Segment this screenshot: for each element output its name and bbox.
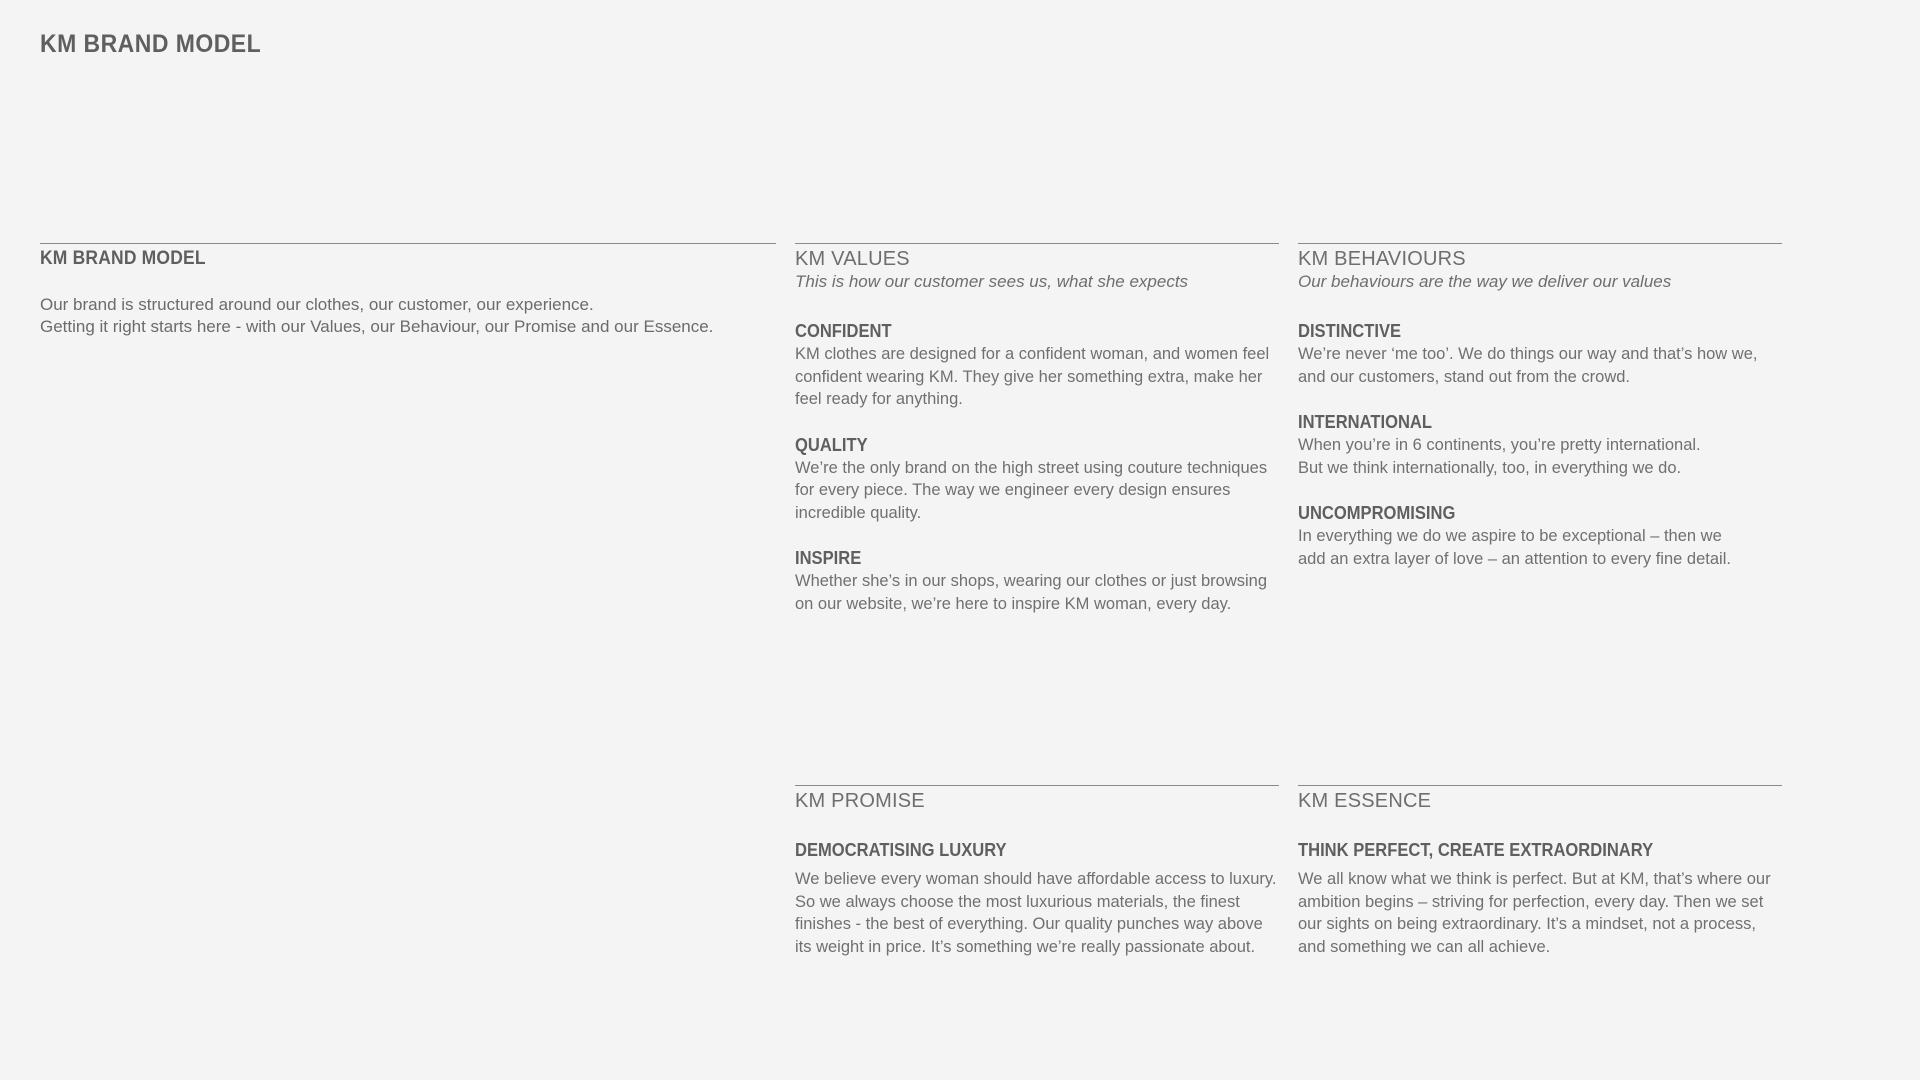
behaviour-line: But we think internationally, too, in everything we do. [1298,458,1682,477]
behaviour-line: We’re never ‘me too’. We do things our way and that’s how we, [1298,345,1758,363]
values-subheading: This is how our customer sees us, what she expects [795,272,1189,291]
value-title: INSPIRE [795,548,862,568]
brand-model-description [40,294,776,338]
value-title: CONFIDENT [795,321,892,341]
behaviour-item-international [1298,410,1782,479]
behaviour-line: and our customers, stand out from the crowd. [1298,367,1630,386]
essence-title: THINK PERFECT, CREATE EXTRAORDINARY [1298,840,1654,860]
brand-model-line: Our brand is structured around our clothes, our customer, our experience. [40,295,594,314]
essence-description [1298,868,1782,958]
essence-heading: KM ESSENCE [1298,790,1432,812]
essence-section [1298,785,1782,958]
promise-line: finishes - the best of everything. Our quality punches way above [795,915,1263,933]
behaviour-line: When you’re in 6 continents, you’re pretty international. [1298,436,1701,454]
value-line: Whether she’s in our shops, wearing our clothes or just browsing [795,572,1268,590]
value-item-confident [795,319,1279,411]
value-description [795,343,1279,411]
behaviour-item-uncompromising [1298,501,1782,570]
behaviours-heading: KM BEHAVIOURS [1298,248,1466,270]
promise-line: its weight in price. It’s something we’re really passionate about. [795,937,1256,956]
promise-section [795,785,1279,958]
values-list [795,319,1279,615]
behaviour-description [1298,525,1782,570]
values-section [795,243,1279,637]
value-line: KM clothes are designed for a confident woman, and women feel [795,345,1270,363]
promise-line: So we always choose the most luxurious materials, the finest [795,892,1240,911]
essence-line: ambition begins – striving for perfection, every day. Then we set [1298,892,1764,911]
value-line: confident wearing KM. They give her something extra, make her [795,367,1263,386]
value-description [795,457,1279,525]
brand-model-line: Getting it right starts here - with our Values, our Behaviour, our Promise and our Essence. [40,317,714,336]
behaviour-line: In everything we do we aspire to be exceptional – then we [1298,527,1722,545]
value-line: We’re the only brand on the high street using couture techniques [795,458,1268,477]
value-title: QUALITY [795,434,868,455]
value-line: incredible quality. [795,503,922,522]
brand-model-heading: KM BRAND MODEL [40,248,206,269]
promise-line: We believe every woman should have affordable access to luxury. [795,870,1277,888]
promise-heading: KM PROMISE [795,790,925,812]
values-heading: KM VALUES [795,248,910,270]
promise-title: DEMOCRATISING LUXURY [795,840,1007,860]
value-description [795,570,1279,615]
value-line: for every piece. The way we engineer every design ensures [795,481,1231,499]
essence-line: our sights on being extraordinary. It’s a mindset, not a process, [1298,915,1756,933]
behaviours-section [1298,243,1782,592]
behaviour-description [1298,434,1782,479]
behaviour-title: INTERNATIONAL [1298,412,1433,432]
value-line: on our website, we’re here to inspire KM woman, every day. [795,594,1232,613]
behaviours-subheading: Our behaviours are the way we deliver our values [1298,272,1672,291]
value-line: feel ready for anything. [795,390,963,408]
essence-line: We all know what we think is perfect. But at KM, that’s where our [1298,870,1771,888]
promise-description [795,868,1279,958]
brand-model-section [40,243,776,338]
behaviours-list [1298,319,1782,570]
page-title: KM BRAND MODEL [40,30,262,58]
behaviour-title: UNCOMPROMISING [1298,503,1456,523]
value-item-quality [795,433,1279,525]
essence-line: and something we can all achieve. [1298,937,1551,956]
behaviour-line: add an extra layer of love – an attention to every fine detail. [1298,549,1731,568]
value-item-inspire [795,546,1279,615]
behaviour-title: DISTINCTIVE [1298,321,1402,341]
behaviour-item-distinctive [1298,319,1782,388]
behaviour-description [1298,343,1782,388]
